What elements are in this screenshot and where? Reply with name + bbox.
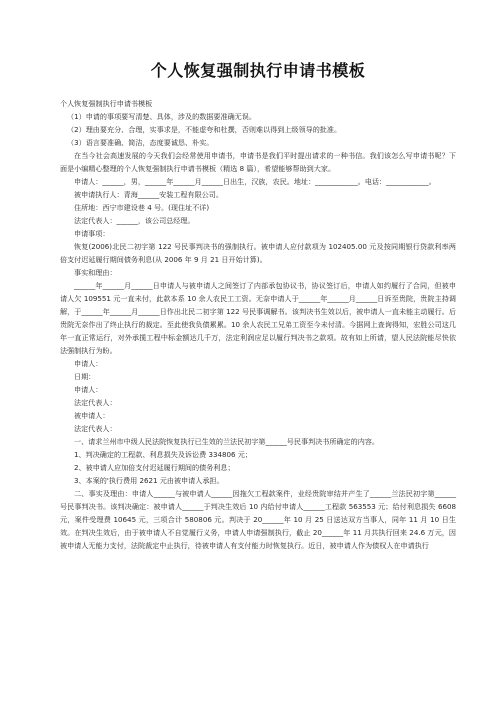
page-title: 个人恢复强制执行申请书模板 <box>150 61 366 80</box>
paragraph: （3）语言要准确、简洁，态度要诚恳、朴实。 <box>67 138 214 147</box>
paragraph: 被申请执行人：青海______安装工程有限公司。 <box>74 190 223 199</box>
paragraph: 申请事项： <box>74 229 110 238</box>
paragraph: 3、本案的'执行费用 2621 元由被申请人承担。 <box>74 476 224 485</box>
paragraph: 法定代表人： <box>74 424 117 433</box>
paragraph: 恢复(2006)北民二初字第 122 号民事判决书的强制执行。被申请人应付款项为 102405.00 元及按同期银行贷款利率两倍支付迟延履行期间债务利息(从 2006 年 9 月 21 日开始计算)。 <box>60 242 456 264</box>
paragraph: 事实和理由： <box>74 268 117 277</box>
paragraph: 一、请求兰州市中级人民法院恢复执行已生效的兰法民初字第______号民事判决书所确定的内容。 <box>74 437 380 446</box>
paragraph: 2、被申请人应加倍支付迟延履行期间的债务利息； <box>74 463 235 472</box>
paragraph: 申请人：______，男，______年______月______日出生，汉族，农民。地址：____________。电话：____________。 <box>74 177 436 186</box>
paragraph: 法定代表人： <box>74 398 117 407</box>
paragraph: 申请人： <box>74 385 103 394</box>
paragraph: 住所地：西宁市建设巷 4 号。(现住址不详) <box>74 203 210 212</box>
paragraph: 申请人： <box>74 359 103 368</box>
paragraph: 法定代表人：______，该公司总经理。 <box>74 216 195 225</box>
paragraph: 1、判决确定的工程款、利息损失及诉讼费 334806 元； <box>74 450 252 459</box>
paragraph: ______年______月______日申请人与被申请人之间签订了内部承包协议书，协议签订后，申请人如约履行了合同，但被申请人欠 109551 元一直未付，此款本系 10 余人农民工工资。无奈申请人于______年______月______日诉至贵院，贵院主持调解，于______年______月______日作出北民二初字第 122 号民事调解书。该判决书生效以后，被申请人一直未能主动履行。后贵院无奈作出了终止执行的裁定。至此使我负债累累。10 余人农民工兄弟工资至今未付清。今据网上查询得知，宏胜公司这几年一直正常运行，对外承揽工程中标金额达几千万，法定利润应足以履行判决书之款项。故有如上所请，望人民法院能尽快依法强制执行为盼。 <box>60 281 456 355</box>
paragraph: （2）理由要充分、合理，实事求是，不能虚夸和杜撰，否则难以得到上级领导的批准。 <box>67 125 342 134</box>
paragraph: 日期： <box>74 372 96 381</box>
paragraph: 二、事实及理由：申请人______与被申请人______因拖欠工程款案件，业经贵院审结并产生了______兰法民初字第______号民事判决书。该判决确定：被申请人______于判决生效后 10 内给付申请人______工程款 563553 元；给付利息损失 6608 元，案件受理费 10645 元，三项合计 580806 元。判决于 20______年 10 月 25 日送达双方当事人，同年 11 月 10 日生效。在判决生效后，由于被申请人不自觉履行义务，申请人申请强制执行，截止 20______年 11 月共执行回来 24.6 万元，因被申请人无能力支付，法院裁定中止执行，待被申请人有支付能力时恢复执行。近日，被申请人作为债权人在申请执行 <box>60 489 456 550</box>
document-body <box>60 97 456 552</box>
paragraph: 在当今社会高速发展的今天我们会经常使用申请书，申请书是我们平时提出请求的一种书信。我们该怎么写申请书呢？下面是小编精心整理的个人恢复强制执行申请书模板（精选 8 篇），希望能够帮助到大家。 <box>60 151 456 173</box>
paragraph: 被申请人： <box>74 411 110 420</box>
paragraph: 个人恢复强制执行申请书模板 <box>60 99 153 108</box>
paragraph: （1）申请的事项要写清楚、具体，涉及的数据要准确无误。 <box>67 112 256 121</box>
